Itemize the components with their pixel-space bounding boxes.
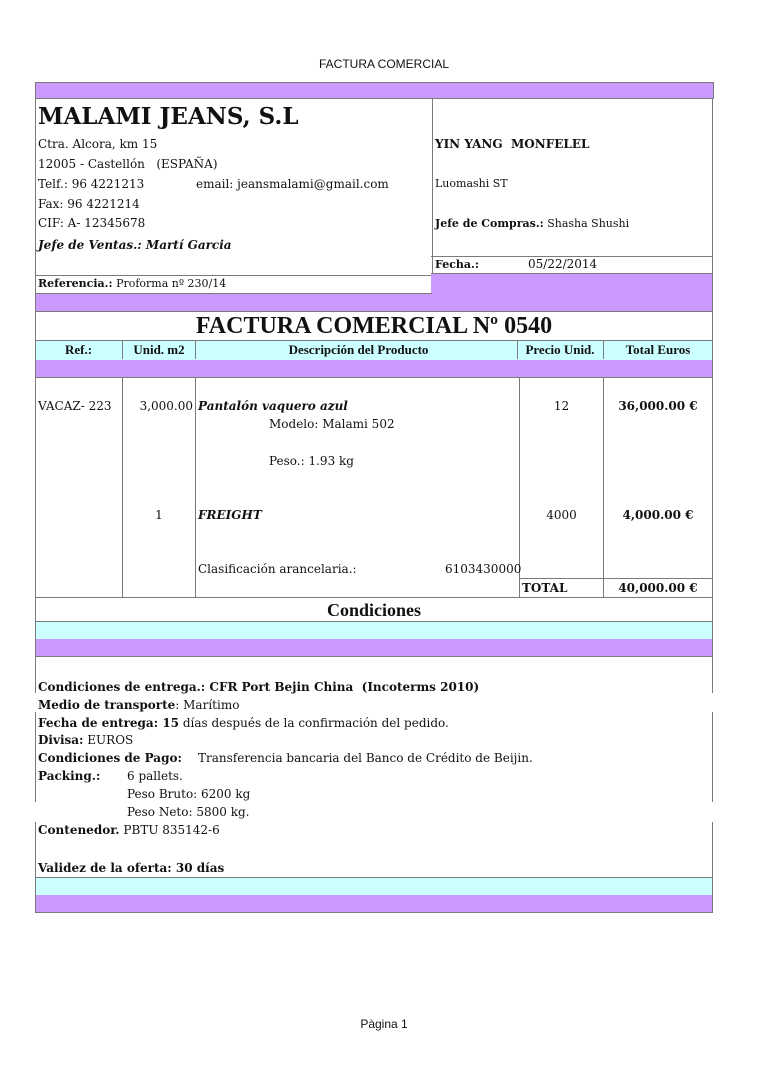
invoice-title: FACTURA COMERCIAL Nº 0540 — [195, 313, 553, 339]
seller-fax: Fax: 96 4221214 — [38, 197, 140, 211]
reference — [38, 277, 226, 291]
column-divider — [603, 340, 604, 359]
reference-value: Proforma nº 230/14 — [116, 277, 227, 290]
row2-units: 1 — [155, 508, 163, 522]
total-label: TOTAL — [522, 581, 568, 595]
seller-address-1: Ctra. Alcora, km 15 — [38, 137, 158, 151]
transport-value: : Marítimo — [175, 698, 240, 712]
divider — [712, 712, 713, 802]
divider — [35, 712, 36, 802]
divider — [712, 657, 713, 693]
seller-cif: CIF: A- 12345678 — [38, 216, 146, 230]
page-header: FACTURA COMERCIAL — [318, 57, 450, 71]
reference-label: Referencia.: — [38, 277, 113, 290]
total-value: 40,000.00 € — [618, 581, 698, 595]
buyer-purple-band — [431, 273, 712, 312]
tariff-label: Clasificación arancelaria.: — [198, 562, 357, 576]
container — [38, 823, 220, 837]
payment-value: Transferencia bancaria del Banco de Crédito de Beijin. — [198, 751, 533, 765]
column-divider — [517, 340, 518, 359]
seller-sales-manager: Jefe de Ventas.: Martí Garcia — [38, 238, 232, 252]
buyer-purchasing — [435, 217, 629, 231]
bottom-cyan-band — [35, 877, 713, 896]
buyer-address: Luomashi ST — [435, 177, 508, 190]
row2-total: 4,000.00 € — [622, 508, 694, 522]
divider — [519, 578, 712, 579]
column-divider — [195, 378, 196, 597]
delivery-date — [38, 716, 449, 730]
row1-units: 3,000.00 — [139, 399, 193, 413]
transport-label: Medio de transporte — [38, 698, 176, 712]
payment-label: Condiciones de Pago: — [38, 751, 182, 765]
currency — [38, 733, 133, 747]
conditions-purple-band — [35, 639, 713, 657]
divider — [712, 256, 713, 311]
row2-description: FREIGHT — [198, 508, 262, 522]
packing-line-2: Peso Bruto: 6200 kg — [127, 787, 251, 801]
row2-unit-price: 4000 — [546, 508, 577, 522]
divider — [35, 657, 36, 693]
delivery-date-label: Fecha de entrega: 15 — [38, 716, 180, 730]
container-value: PBTU 835142-6 — [119, 823, 220, 837]
offer-validity: Validez de la oferta: 30 días — [38, 861, 225, 875]
buyer-purchasing-value: Shasha Shushi — [547, 217, 630, 230]
table-purple-band — [35, 360, 713, 378]
container-label: Contenedor. — [38, 823, 120, 837]
transport — [38, 698, 239, 712]
divider — [35, 275, 432, 276]
divider — [712, 822, 713, 878]
delivery-date-value: días después de la confirmación del pedido. — [179, 716, 449, 730]
reference-purple-band — [35, 293, 432, 312]
page-footer: Pàgina 1 — [360, 1017, 408, 1031]
seller-phone: Telf.: 96 4221213 — [38, 177, 145, 191]
conditions-cyan-band — [35, 621, 713, 640]
packing-line-3: Peso Neto: 5800 kg. — [127, 805, 250, 819]
divider — [35, 275, 36, 311]
row1-weight: Peso.: 1.93 kg — [269, 454, 354, 468]
seller-email[interactable]: email: jeansmalami@gmail.com — [196, 177, 389, 191]
header-total: Total Euros — [625, 342, 691, 357]
currency-label: Divisa: — [38, 733, 84, 747]
seller-name: MALAMI JEANS, S.L — [38, 103, 299, 130]
tariff-code: 6103430000 — [445, 562, 522, 576]
buyer-name: YIN YANG MONFELEL — [435, 137, 590, 151]
packing-line-1: 6 pallets. — [127, 769, 183, 783]
seller-address-2: 12005 - Castellón (ESPAÑA) — [38, 157, 218, 171]
top-band — [35, 82, 714, 99]
bottom-purple-band — [35, 895, 713, 913]
currency-value: EUROS — [83, 733, 134, 747]
header-ref: Ref.: — [64, 342, 93, 357]
row1-model: Modelo: Malami 502 — [269, 417, 395, 431]
column-divider — [195, 340, 196, 359]
header-units: Unid. m2 — [133, 342, 185, 357]
date-value: 05/22/2014 — [528, 257, 598, 271]
header-unit-price: Precio Unid. — [525, 342, 595, 357]
delivery-conditions: Condiciones de entrega.: CFR Port Bejin China (Incoterms 2010) — [38, 680, 480, 694]
buyer-purchasing-label: Jefe de Compras.: — [435, 217, 544, 230]
date-label: Fecha.: — [435, 258, 479, 271]
divider — [35, 822, 36, 878]
row1-total: 36,000.00 € — [618, 399, 698, 413]
conditions-title: Condiciones — [326, 600, 422, 620]
row1-ref: VACAZ- 223 — [38, 399, 112, 413]
row1-description: Pantalón vaquero azul — [198, 399, 348, 413]
row1-unit-price: 12 — [553, 399, 570, 413]
column-divider — [122, 340, 123, 359]
header-description: Descripción del Producto — [288, 342, 429, 357]
packing-label: Packing.: — [38, 769, 101, 783]
